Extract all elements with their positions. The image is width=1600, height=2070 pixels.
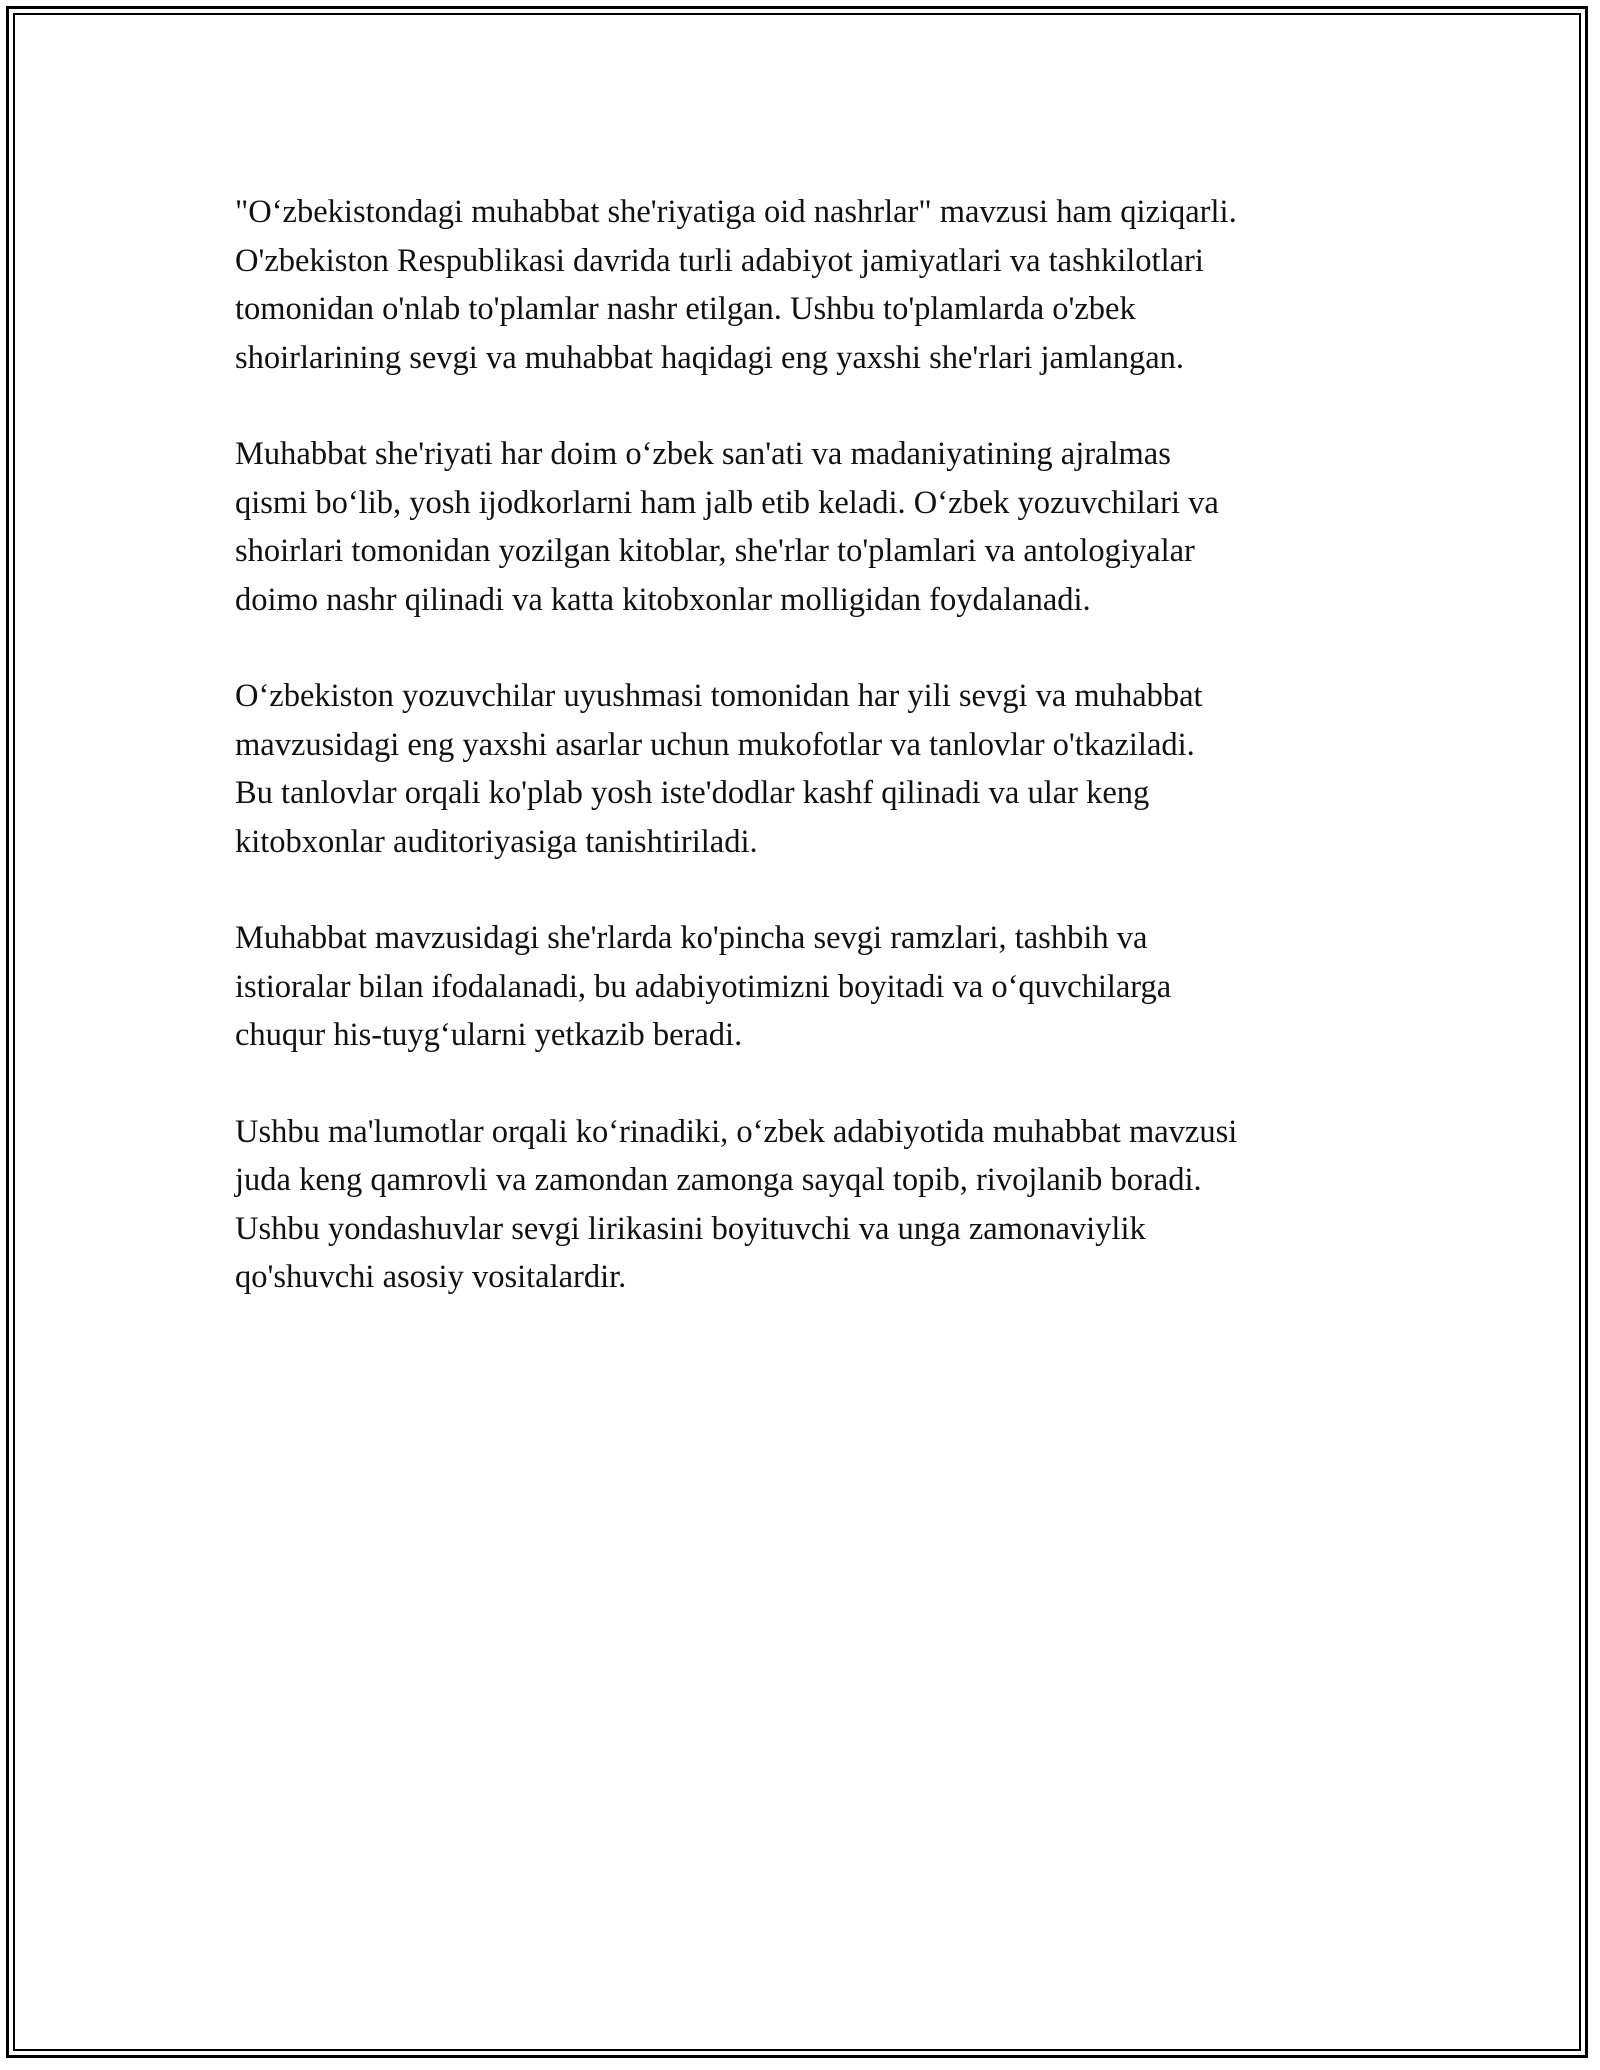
document-body bbox=[235, 188, 1385, 1350]
paragraph-3: O‘zbekiston yozuvchilar uyushmasi tomonidan har yili sevgi va muhabbat mavzusidagi eng yaxshi asarlar uchun mukofotlar va tanlovlar o'tkaziladi. Bu tanlovlar orqali ko'plab yosh iste'dodlar kashf qilinadi va ular keng kitobxonlar auditoriyasiga tanishtiriladi. bbox=[235, 678, 1203, 860]
paragraph-1: "O‘zbekistondagi muhabbat she'riyatiga oid nashrlar" mavzusi ham qiziqarli. O'zbekiston Respublikasi davrida turli adabiyot jamiyatlari va tashkilotlari tomonidan o'nlab to'plamlar nashr etilgan. Ushbu to'plamlarda o'zbek shoirlarining sevgi va muhabbat haqidagi eng yaxshi she'rlari jamlangan. bbox=[235, 194, 1237, 376]
paragraph-5: Ushbu ma'lumotlar orqali ko‘rinadiki, o‘zbek adabiyotida muhabbat mavzusi juda keng qamrovli va zamondan zamonga sayqal topib, rivojlanib boradi. Ushbu yondashuvlar sevgi lirikasini boyituvchi va unga zamonaviylik qo'shuvchi asosiy vositalardir. bbox=[235, 1113, 1238, 1295]
paragraph-4: Muhabbat mavzusidagi she'rlarda ko'pincha sevgi ramzlari, tashbih va istioralar bilan ifodalanadi, bu adabiyotimizni boyitadi va o‘quvchilarga chuqur his-tuyg‘ularni yetkazib beradi. bbox=[235, 920, 1172, 1053]
paragraph-2: Muhabbat she'riyati har doim o‘zbek san'ati va madaniyatining ajralmas qismi bo‘lib, yosh ijodkorlarni ham jalb etib keladi. O‘zbek yozuvchilari va shoirlari tomonidan yozilgan kitoblar, she'rlar to'plamlari va antologiyalar doimo nashr qilinadi va katta kitobxonlar molligidan foydalanadi. bbox=[235, 436, 1219, 618]
